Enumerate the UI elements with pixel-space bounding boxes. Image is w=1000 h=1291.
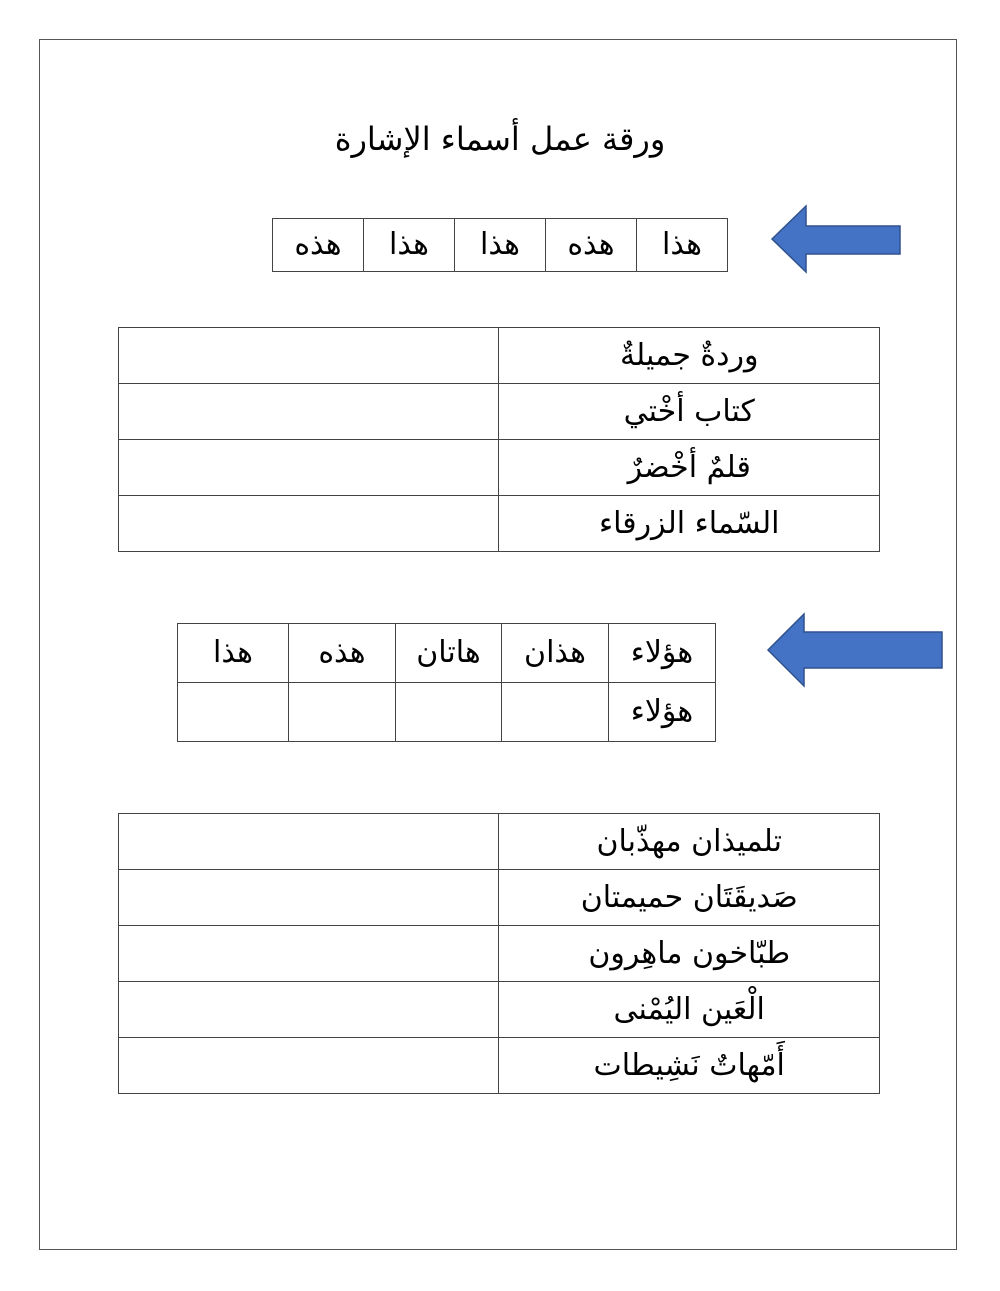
arrow-left-icon	[770, 204, 904, 274]
answer-cell[interactable]	[119, 384, 499, 440]
table-row	[119, 814, 880, 870]
answer-cell[interactable]	[119, 870, 499, 926]
answer-cell[interactable]	[119, 1038, 499, 1094]
answer-cell[interactable]	[119, 926, 499, 982]
word-bank-cell[interactable]	[396, 683, 502, 742]
answer-cell[interactable]	[119, 440, 499, 496]
table-row	[119, 328, 880, 384]
table-row	[119, 926, 880, 982]
word-bank-2	[177, 623, 716, 742]
word-bank-cell: هؤلاء	[609, 683, 716, 742]
word-bank-cell: هؤلاء	[609, 624, 716, 683]
table-row	[119, 496, 880, 552]
word-bank-cell[interactable]	[178, 683, 289, 742]
word-bank-cell: هذا	[637, 219, 728, 272]
phrase-cell: وردةٌ جميلةٌ	[499, 328, 880, 384]
exercise-1-table	[118, 327, 880, 552]
word-bank-cell: هذان	[502, 624, 609, 683]
phrase-cell: صَديقَتَان حميمتان	[499, 870, 880, 926]
phrase-cell: تلميذان مهذّبان	[499, 814, 880, 870]
table-row	[119, 440, 880, 496]
word-bank-cell: هذه	[546, 219, 637, 272]
page-title: ورقة عمل أسماء الإشارة	[334, 120, 666, 158]
arrow-left-icon	[766, 612, 946, 690]
phrase-cell: الْعَين اليُمْنى	[499, 982, 880, 1038]
table-row	[119, 384, 880, 440]
word-bank-cell: هذه	[273, 219, 364, 272]
word-bank-cell[interactable]	[289, 683, 396, 742]
answer-cell[interactable]	[119, 496, 499, 552]
phrase-cell: السّماء الزرقاء	[499, 496, 880, 552]
exercise-2-table	[118, 813, 880, 1094]
word-bank-cell: هذا	[455, 219, 546, 272]
answer-cell[interactable]	[119, 328, 499, 384]
word-bank-1	[272, 218, 728, 272]
phrase-cell: أَمّهاتٌ نَشِيطات	[499, 1038, 880, 1094]
word-bank-cell[interactable]	[502, 683, 609, 742]
phrase-cell: كتاب أخْتي	[499, 384, 880, 440]
table-row	[119, 1038, 880, 1094]
answer-cell[interactable]	[119, 814, 499, 870]
word-bank-cell: هاتان	[396, 624, 502, 683]
word-bank-cell: هذا	[364, 219, 455, 272]
phrase-cell: طبّاخون ماهِرون	[499, 926, 880, 982]
table-row	[119, 982, 880, 1038]
answer-cell[interactable]	[119, 982, 499, 1038]
phrase-cell: قلمٌ أخْضرٌ	[499, 440, 880, 496]
table-row	[119, 870, 880, 926]
word-bank-cell: هذه	[289, 624, 396, 683]
word-bank-cell: هذا	[178, 624, 289, 683]
